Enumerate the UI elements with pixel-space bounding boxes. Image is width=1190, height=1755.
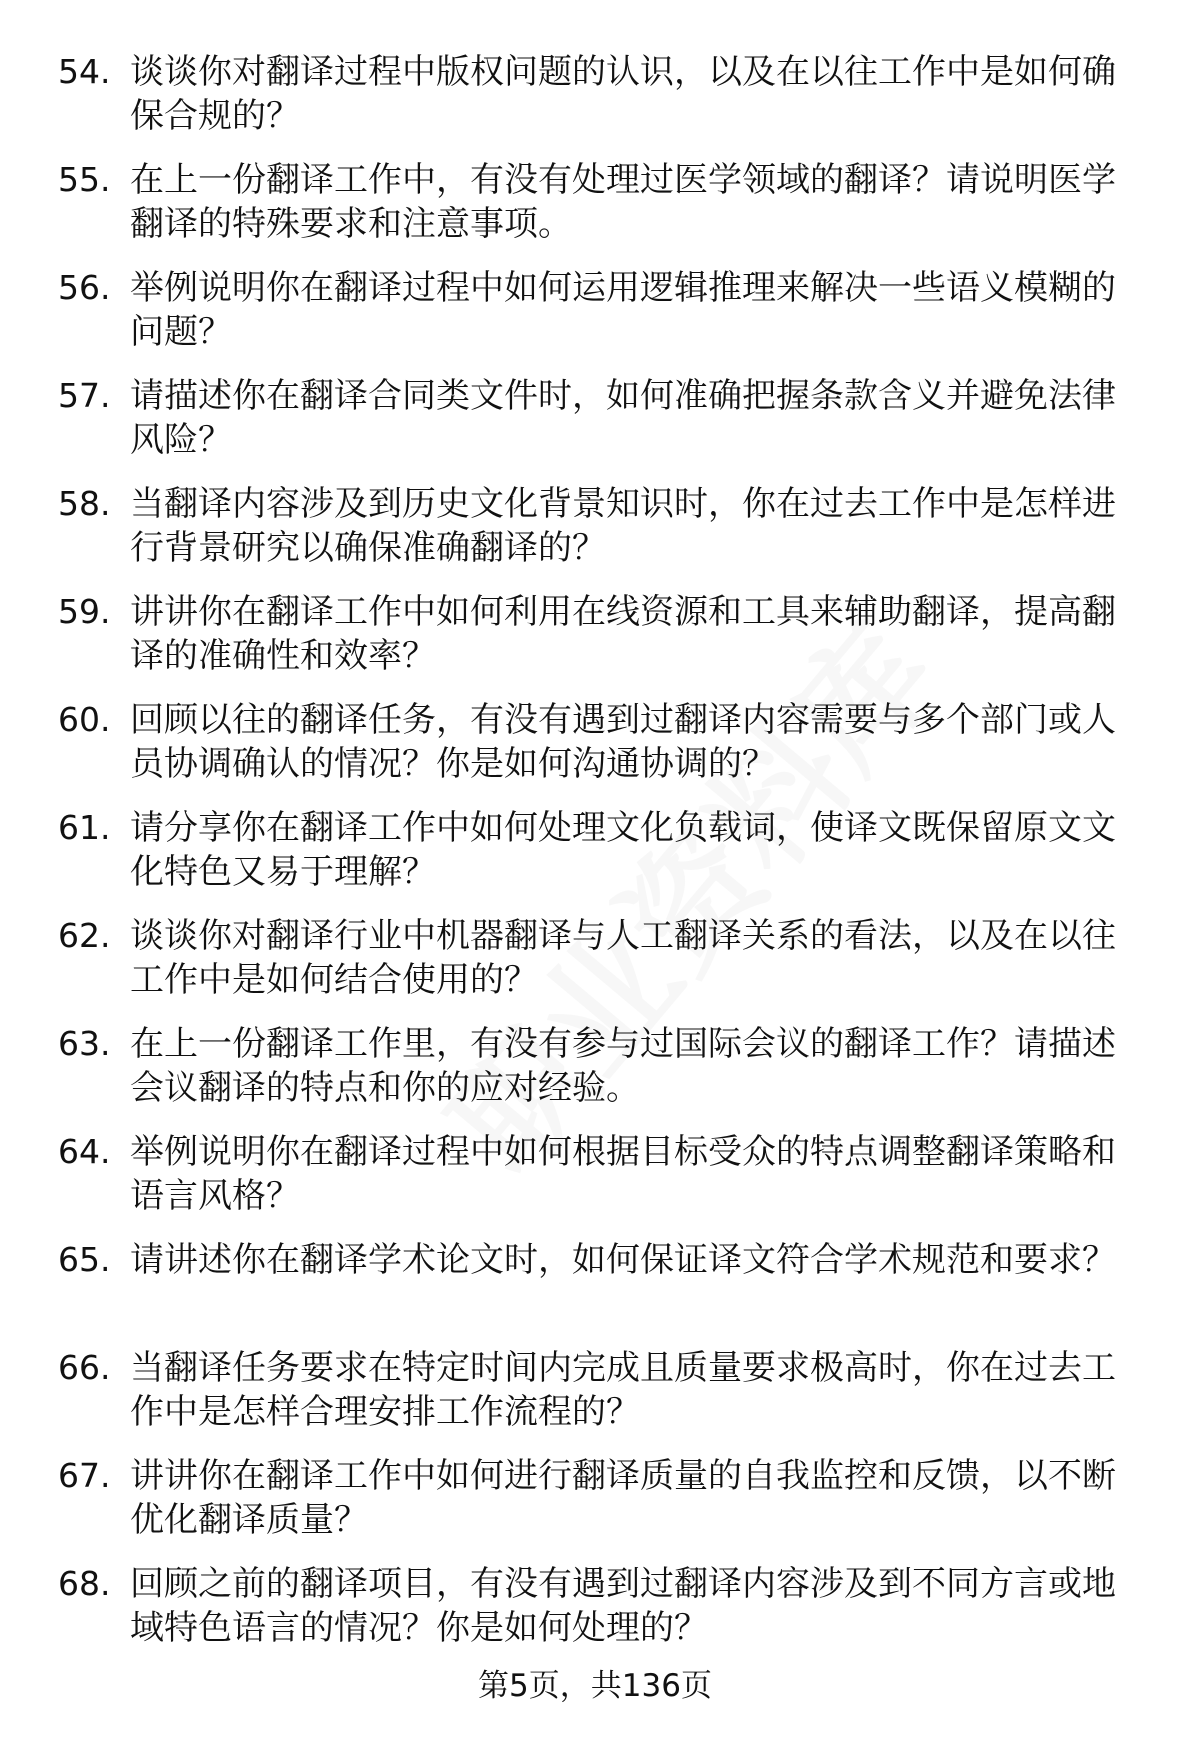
question-item-65 <box>58 1238 1148 1346</box>
question-item-66 <box>58 1346 1148 1454</box>
page-indicator: 第5页，共136页 <box>478 1668 712 1704</box>
question-text: 请描述你在翻译合同类文件时，如何准确把握条款含义并避免法律风险？ <box>130 376 1116 460</box>
question-text: 举例说明你在翻译过程中如何根据目标受众的特点调整翻译策略和语言风格？ <box>130 1132 1116 1216</box>
question-number: 65. <box>58 1240 111 1279</box>
question-number: 61. <box>58 808 111 847</box>
question-item-59 <box>58 590 1148 698</box>
question-number: 58. <box>58 484 111 523</box>
question-item-63 <box>58 1022 1148 1130</box>
question-text: 回顾以往的翻译任务，有没有遇到过翻译内容需要与多个部门或人员协调确认的情况？你是如何沟通协调的？ <box>130 700 1116 784</box>
question-item-64 <box>58 1130 1148 1238</box>
question-text: 谈谈你对翻译过程中版权问题的认识，以及在以往工作中是如何确保合规的？ <box>130 52 1116 136</box>
question-number: 59. <box>58 592 111 631</box>
question-text: 举例说明你在翻译过程中如何运用逻辑推理来解决一些语义模糊的问题？ <box>130 268 1116 352</box>
question-item-67 <box>58 1454 1148 1562</box>
question-text: 当翻译内容涉及到历史文化背景知识时，你在过去工作中是怎样进行背景研究以确保准确翻译的？ <box>130 484 1116 568</box>
question-text: 在上一份翻译工作中，有没有处理过医学领域的翻译？请说明医学翻译的特殊要求和注意事项。 <box>130 160 1116 244</box>
question-number: 62. <box>58 916 111 955</box>
question-number: 66. <box>58 1348 111 1387</box>
question-number: 68. <box>58 1564 111 1603</box>
question-item-68 <box>58 1562 1148 1670</box>
question-item-61 <box>58 806 1148 914</box>
question-number: 56. <box>58 268 111 307</box>
question-text: 谈谈你对翻译行业中机器翻译与人工翻译关系的看法，以及在以往工作中是如何结合使用的？ <box>130 916 1116 1000</box>
question-item-55 <box>58 158 1148 266</box>
question-text: 当翻译任务要求在特定时间内完成且质量要求极高时，你在过去工作中是怎样合理安排工作流程的？ <box>130 1348 1116 1432</box>
question-text: 在上一份翻译工作里，有没有参与过国际会议的翻译工作？请描述会议翻译的特点和你的应对经验。 <box>130 1024 1116 1108</box>
question-item-62 <box>58 914 1148 1022</box>
question-number: 67. <box>58 1456 111 1495</box>
question-item-60 <box>58 698 1148 806</box>
question-number: 54. <box>58 52 111 91</box>
question-number: 55. <box>58 160 111 199</box>
question-number: 64. <box>58 1132 111 1171</box>
question-number: 63. <box>58 1024 111 1063</box>
question-list <box>58 50 1148 1670</box>
question-text: 讲讲你在翻译工作中如何进行翻译质量的自我监控和反馈，以不断优化翻译质量？ <box>130 1456 1116 1540</box>
question-item-57 <box>58 374 1148 482</box>
question-item-56 <box>58 266 1148 374</box>
question-number: 60. <box>58 700 111 739</box>
question-item-54 <box>58 50 1148 158</box>
question-text: 请讲述你在翻译学术论文时，如何保证译文符合学术规范和要求？ <box>130 1240 1116 1280</box>
question-item-58 <box>58 482 1148 590</box>
question-text: 请分享你在翻译工作中如何处理文化负载词，使译文既保留原文文化特色又易于理解？ <box>130 808 1116 892</box>
question-number: 57. <box>58 376 111 415</box>
question-text: 回顾之前的翻译项目，有没有遇到过翻译内容涉及到不同方言或地域特色语言的情况？你是如何处理的？ <box>130 1564 1116 1648</box>
question-text: 讲讲你在翻译工作中如何利用在线资源和工具来辅助翻译，提高翻译的准确性和效率？ <box>130 592 1116 676</box>
